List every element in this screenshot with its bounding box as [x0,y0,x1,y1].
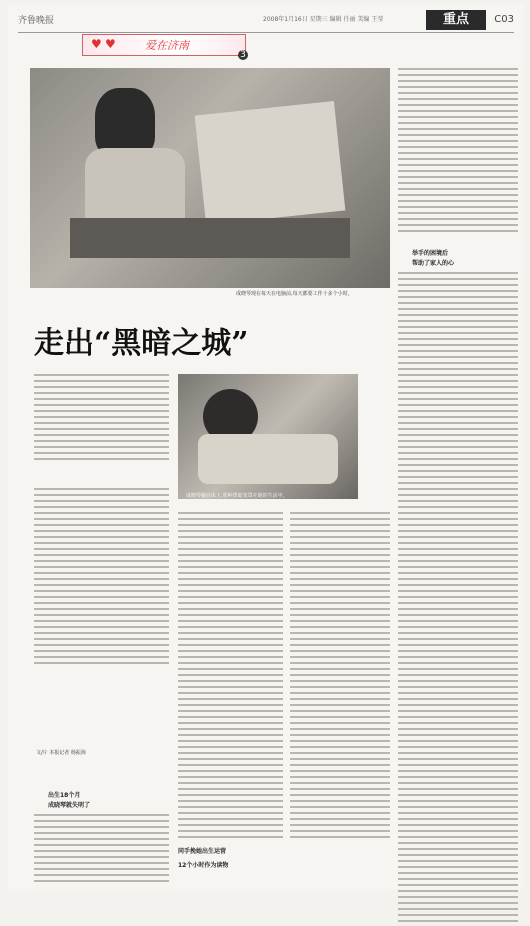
column-banner [82,34,246,56]
left-column-top [34,374,169,464]
newspaper-page [8,4,524,889]
article-byline: 文/片 本报记者 杨振海 [36,750,86,756]
heart-icon: ♥ [105,37,116,51]
banner-title: 爱在济南 [145,39,189,52]
right-column-bottom [398,272,518,926]
photo2-caption: 成晓琴躺在床上,那种黑暗笼罩在她的生活中。 [186,493,288,499]
middle-column-1 [178,512,283,842]
issue-meta: 2008年1月16日 星期三 编辑 任丽 美编 王莹 [263,16,384,23]
subhead-right-2: 帮助了家人的心 [412,260,455,267]
page-header [18,10,514,33]
middle-column-2 [290,512,390,842]
left-column-bottom [34,814,169,886]
number-badge: 3 [238,50,248,60]
paper-name: 齐鲁晚报 [18,16,55,26]
secondary-photo [178,374,358,499]
page-number: C03 [494,14,514,25]
main-photo [30,68,390,288]
photo1-caption: 成晓琴现在每天在电脑前,每天都要工作十多个小时。 [236,291,353,297]
left-column-mid [34,488,169,668]
right-column-top [398,68,518,236]
subhead-left-2: 成晓琴就失明了 [48,802,91,809]
subhead-bottom-2: 12个小时作为读物 [178,862,229,869]
section-label: 重点 [426,10,486,30]
article-headline: 走出“黑暗之城” [34,326,249,361]
heart-icon: ♥ [91,37,102,51]
subhead-bottom-1: 同手挽她出生运营 [178,848,227,855]
subhead-left-1: 出生18个月 [48,792,81,799]
subhead-right-1: 举手的困境后 [412,250,449,257]
